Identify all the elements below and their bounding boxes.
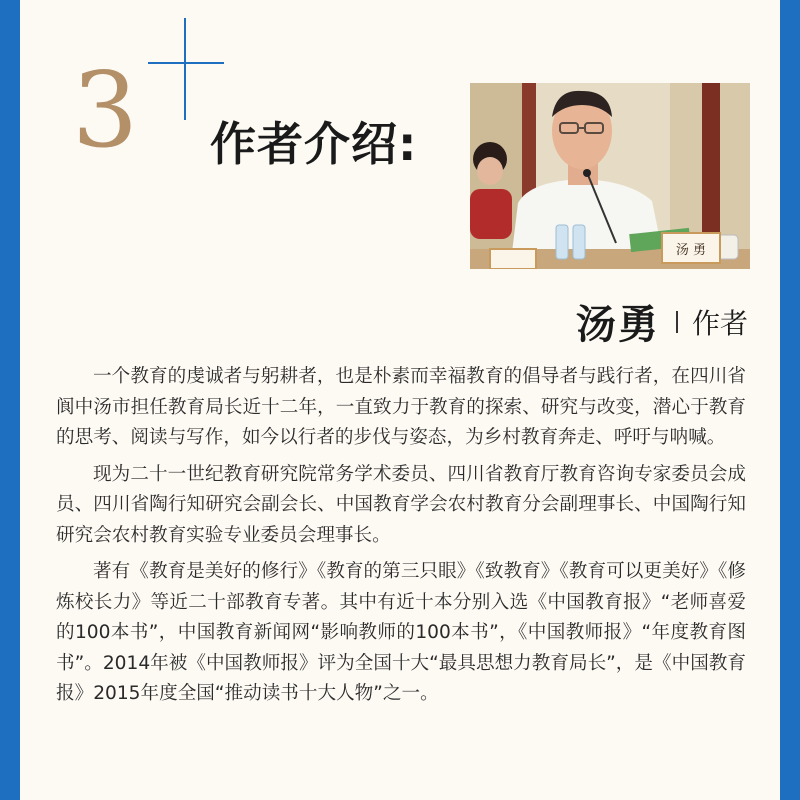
- author-bio: [56, 362, 746, 716]
- bio-paragraph: 现为二十一世纪教育研究院常务学术委员、四川省教育厅教育咨询专家委员会成员、四川省陶行知研究会副会长、中国教育学会农村教育分会副理事长、中国陶行知研究会农村教育实验专业委员会理事长。: [56, 463, 746, 546]
- bio-paragraph: 著有《教育是美好的修行》《教育的第三只眼》《致教育》《教育可以更美好》《修炼校长力》等近二十部教育专著。其中有近十本分别入选《中国教育报》“老师喜爱的100本书”，中国教育新闻网“影响教师的100本书”，《中国教师报》“年度教育图书”。2014年被《中国教师报》评为全国十大“最具思想力教育局长”，是《中国教育报》2015年度全国“推动读书十大人物”之一。: [56, 561, 746, 704]
- bio-paragraph: 一个教育的虔诚者与躬耕者，也是朴素而幸福教育的倡导者与践行者，在四川省阆中汤市担任教育局长近十二年，一直致力于教育的探索、研究与改变，潜心于教育的思考、阅读与写作，如今以行者的步伐与姿态，为乡村教育奔走、呼吁与呐喊。: [56, 366, 746, 448]
- author-photo-illustration: [470, 83, 750, 269]
- section-number: 3: [72, 49, 139, 171]
- page: [20, 0, 780, 800]
- author-role: 作者: [691, 306, 748, 340]
- byline-divider: [676, 311, 678, 333]
- cross-line-vertical: [184, 18, 186, 120]
- name-placard-text: 汤 勇: [675, 243, 707, 258]
- author-byline: [576, 293, 748, 350]
- section-title: 作者介绍:: [210, 117, 418, 171]
- author-name: 汤勇: [575, 302, 660, 348]
- cross-line-horizontal: [148, 62, 224, 64]
- author-photo: [470, 83, 750, 269]
